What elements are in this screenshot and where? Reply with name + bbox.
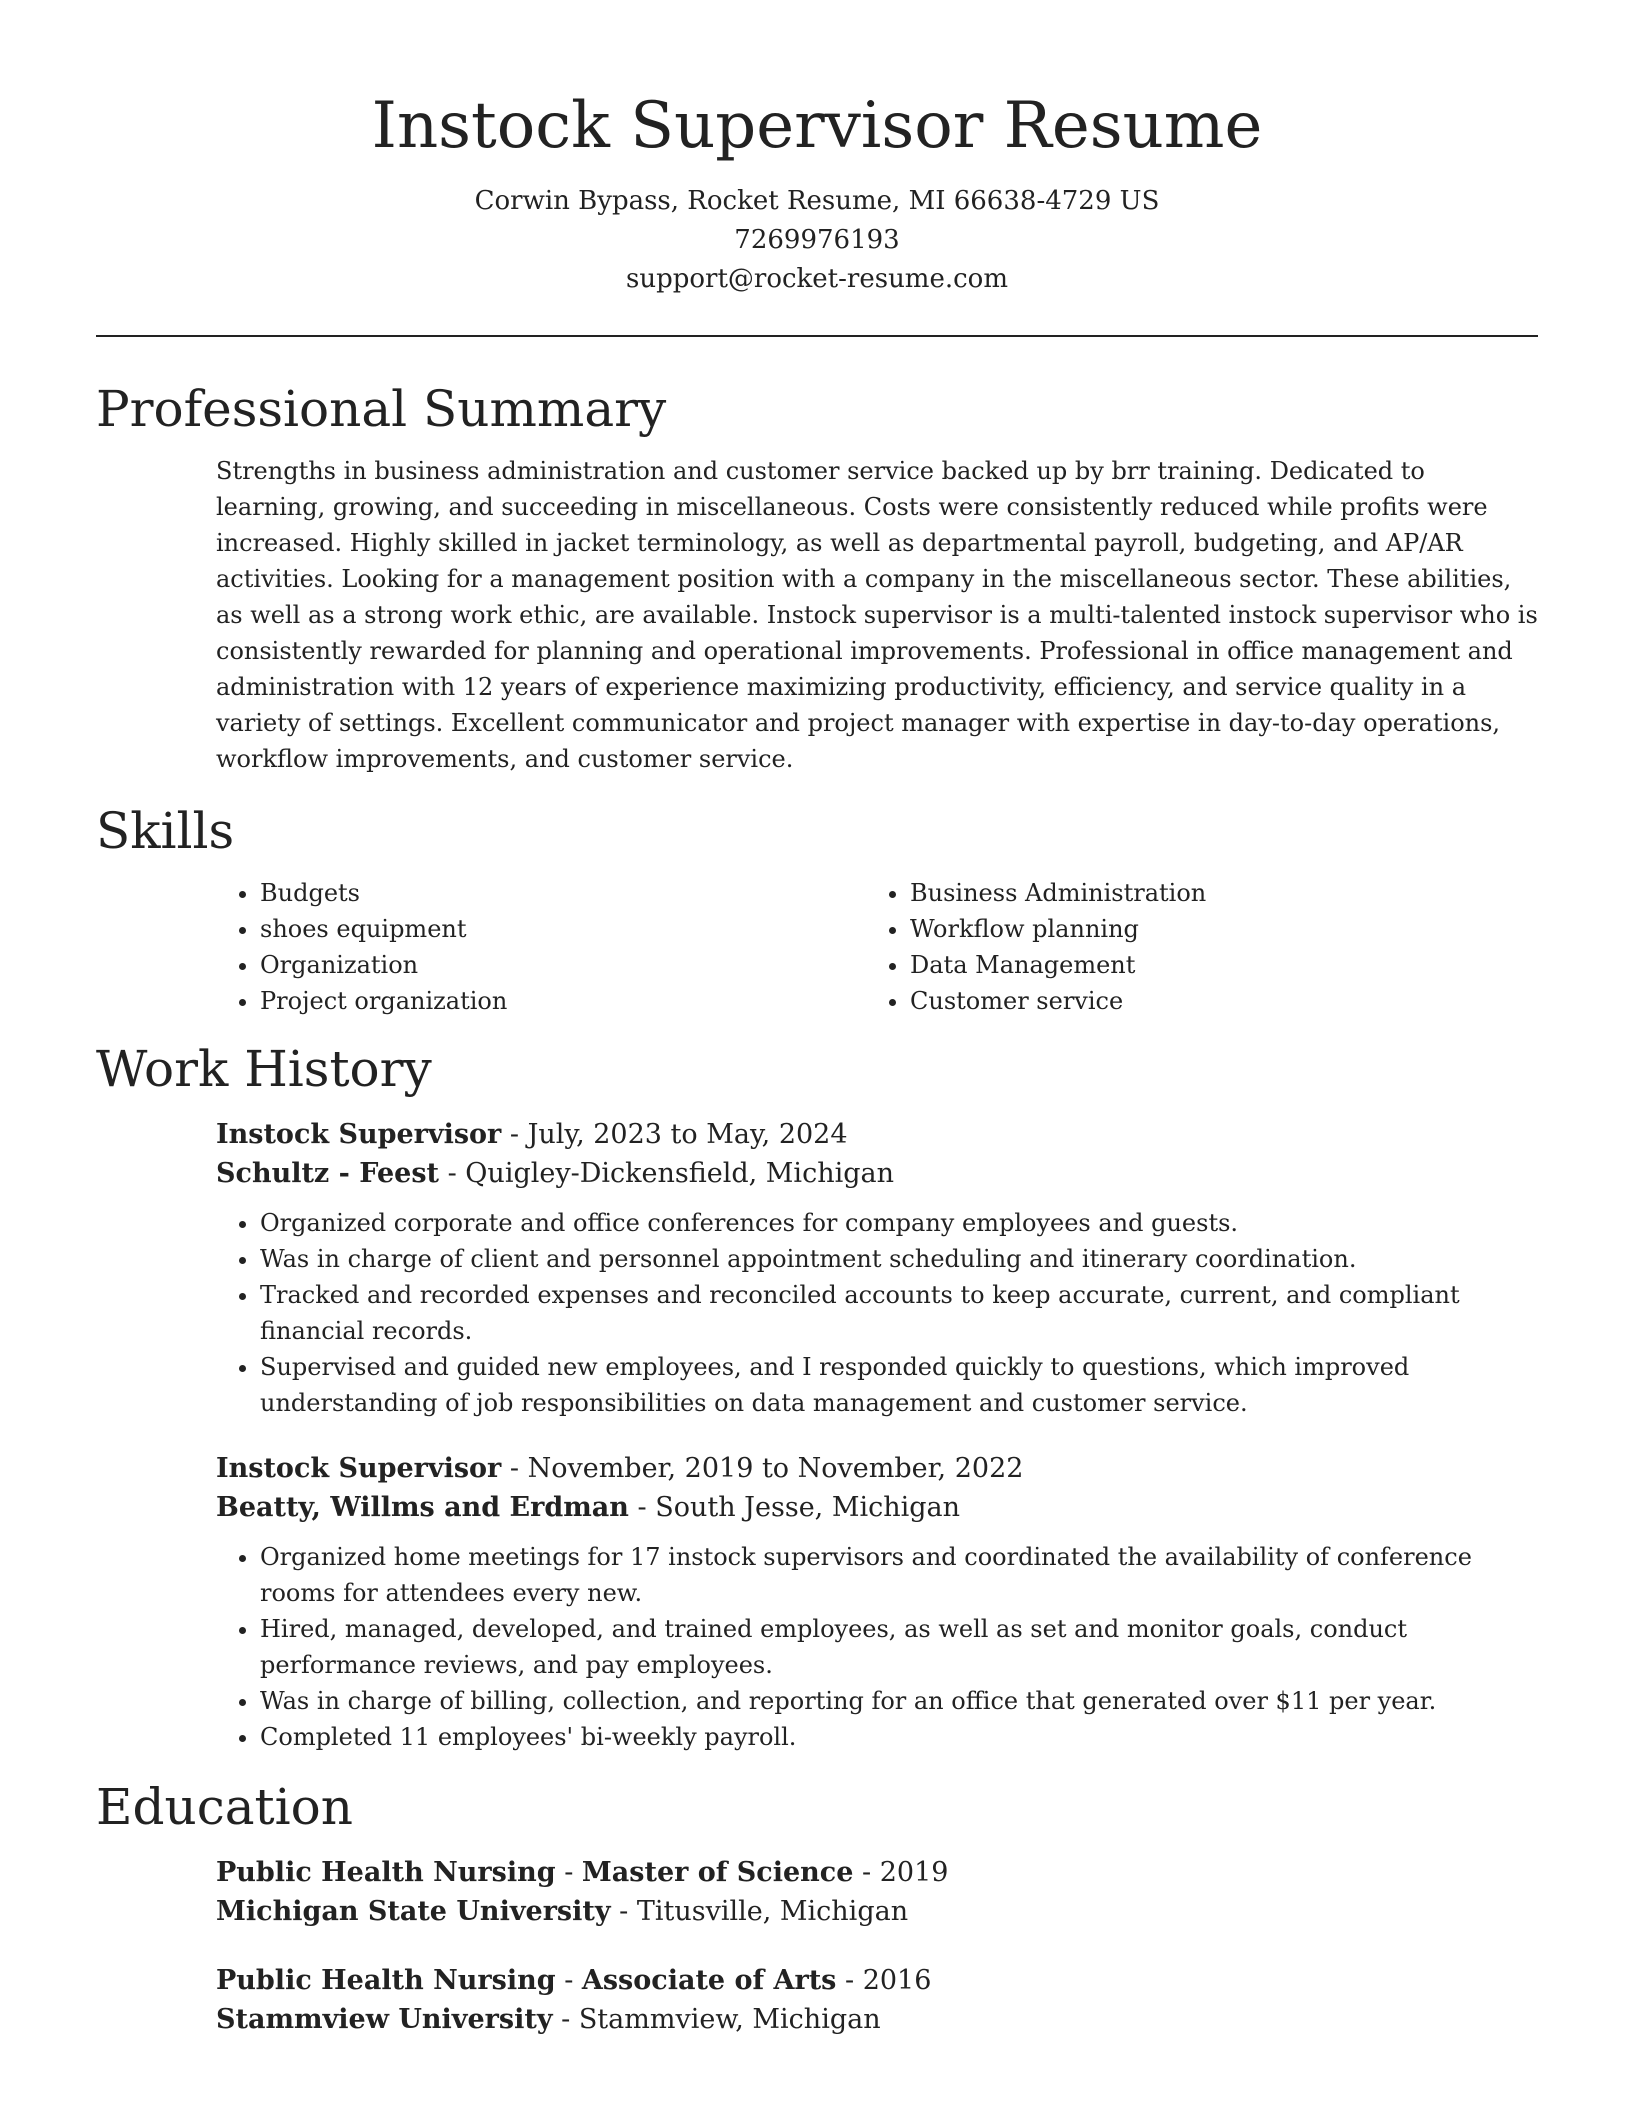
job-bullet: • Supervised and guided new employees, and I responded quickly to questions, which improved understanding of job responsibilities on data management and customer service. xyxy=(260,1349,1538,1421)
job-title: Instock Supervisor xyxy=(216,1453,502,1484)
contact-address: Corwin Bypass, Rocket Resume, MI 66638-4729 US xyxy=(474,186,1160,216)
skills-heading: Skills xyxy=(96,802,235,860)
job-entry xyxy=(216,1449,1538,1755)
job-bullet: • Organized corporate and office conferences for company employees and guests. xyxy=(260,1205,1538,1241)
education-heading: Education xyxy=(96,1778,353,1836)
education-section xyxy=(96,1775,1538,2039)
contact-email: support@rocket-resume.com xyxy=(625,264,1008,294)
skills-list-right xyxy=(866,875,1516,1019)
job-location: Quigley-Dickensfield, Michigan xyxy=(465,1158,894,1189)
job-entry xyxy=(216,1115,1538,1421)
skills-column-left xyxy=(216,875,866,1019)
job-title: Instock Supervisor xyxy=(216,1119,502,1150)
job-dates: November, 2019 to November, 2022 xyxy=(527,1453,1024,1484)
work-heading: Work History xyxy=(96,1040,432,1098)
work-section xyxy=(96,1037,1538,1755)
skill-item: • Budgets xyxy=(260,875,866,911)
education-field: Public Health Nursing xyxy=(216,1965,556,1996)
job-bullet: • Organized home meetings for 17 instock supervisors and coordinated the availability of conference rooms for attendees every new. xyxy=(260,1539,1538,1611)
resume-title: Instock Supervisor Resume xyxy=(371,89,1263,163)
skill-item: • shoes equipment xyxy=(260,911,866,947)
separator: - xyxy=(501,1119,528,1150)
contact-phone: 7269976193 xyxy=(734,225,900,255)
education-degree: Master of Science xyxy=(581,1857,854,1888)
separator: - xyxy=(853,1857,880,1888)
skill-item: • Data Management xyxy=(910,947,1516,983)
education-school: Stammview University xyxy=(216,2004,553,2035)
job-dates: July, 2023 to May, 2024 xyxy=(527,1119,848,1150)
education-entry xyxy=(216,1853,1538,1931)
education-location: Titusville, Michigan xyxy=(636,1896,909,1927)
skill-item: • Workflow planning xyxy=(910,911,1516,947)
skills-columns xyxy=(216,875,1538,1019)
job-location: South Jesse, Michigan xyxy=(655,1492,961,1523)
education-degree-line xyxy=(216,1853,1538,1892)
separator: - xyxy=(501,1453,528,1484)
education-degree-line xyxy=(216,1961,1538,2000)
summary-heading: Professional Summary xyxy=(96,380,667,438)
summary-text: Strengths in business administration and customer service backed up by brr training. Dedicated to learning, growing, and succeeding in miscellaneous. Costs were consistently reduced while profits were increased. Highly skilled in jacket terminology, as well as departmental payroll, budgeting, and AP/AR activities. Looking for a management position with a company in the miscellaneous sector. These abilities, as well as a strong work ethic, are available. Instock supervisor is a multi-talented instock supervisor who is consistently rewarded for planning and operational improvements. Professional in office management and administration with 12 years of experience maximizing productivity, efficiency, and service quality in a variety of settings. Excellent communicator and project manager with expertise in day-to-day operations, workflow improvements, and customer service. xyxy=(216,457,1538,773)
education-field: Public Health Nursing xyxy=(216,1857,556,1888)
education-entry xyxy=(216,1961,1538,2039)
resume-header xyxy=(96,0,1538,299)
job-bullet: • Was in charge of billing, collection, and reporting for an office that generated over $11 per year. xyxy=(260,1683,1538,1719)
job-bullet: • Hired, managed, developed, and trained employees, as well as set and monitor goals, conduct performance reviews, and pay employees. xyxy=(260,1611,1538,1683)
education-year: 2019 xyxy=(879,1857,949,1888)
separator: - xyxy=(555,1965,582,1996)
separator: - xyxy=(555,1857,582,1888)
summary-section xyxy=(96,377,1538,777)
separator: - xyxy=(610,1896,637,1927)
education-school-line xyxy=(216,2000,1538,2039)
job-company: Schultz - Feest xyxy=(216,1158,439,1189)
education-school-line xyxy=(216,1892,1538,1931)
education-school: Michigan State University xyxy=(216,1896,611,1927)
job-bullets xyxy=(216,1539,1538,1755)
skill-item: • Organization xyxy=(260,947,866,983)
skills-column-right xyxy=(866,875,1516,1019)
header-divider xyxy=(96,335,1538,337)
job-company: Beatty, Willms and Erdman xyxy=(216,1492,629,1523)
skills-section xyxy=(96,799,1538,1019)
job-bullet: • Tracked and recorded expenses and reconciled accounts to keep accurate, current, and compliant financial records. xyxy=(260,1277,1538,1349)
skill-item: • Customer service xyxy=(910,983,1516,1019)
separator: - xyxy=(836,1965,863,1996)
job-bullets xyxy=(216,1205,1538,1421)
resume-page xyxy=(96,0,1538,2039)
contact-block xyxy=(96,182,1538,299)
job-title-line xyxy=(216,1115,1538,1154)
skill-item: • Project organization xyxy=(260,983,866,1019)
job-bullet: • Was in charge of client and personnel appointment scheduling and itinerary coordination. xyxy=(260,1241,1538,1277)
job-bullet: • Completed 11 employees' bi-weekly payroll. xyxy=(260,1719,1538,1755)
skill-item: • Business Administration xyxy=(910,875,1516,911)
job-title-line xyxy=(216,1449,1538,1488)
education-location: Stammview, Michigan xyxy=(578,2004,881,2035)
job-company-line xyxy=(216,1154,1538,1193)
education-year: 2016 xyxy=(862,1965,932,1996)
job-company-line xyxy=(216,1488,1538,1527)
separator: - xyxy=(439,1158,466,1189)
separator: - xyxy=(552,2004,579,2035)
skills-list-left xyxy=(216,875,866,1019)
education-degree: Associate of Arts xyxy=(581,1965,837,1996)
separator: - xyxy=(628,1492,656,1523)
